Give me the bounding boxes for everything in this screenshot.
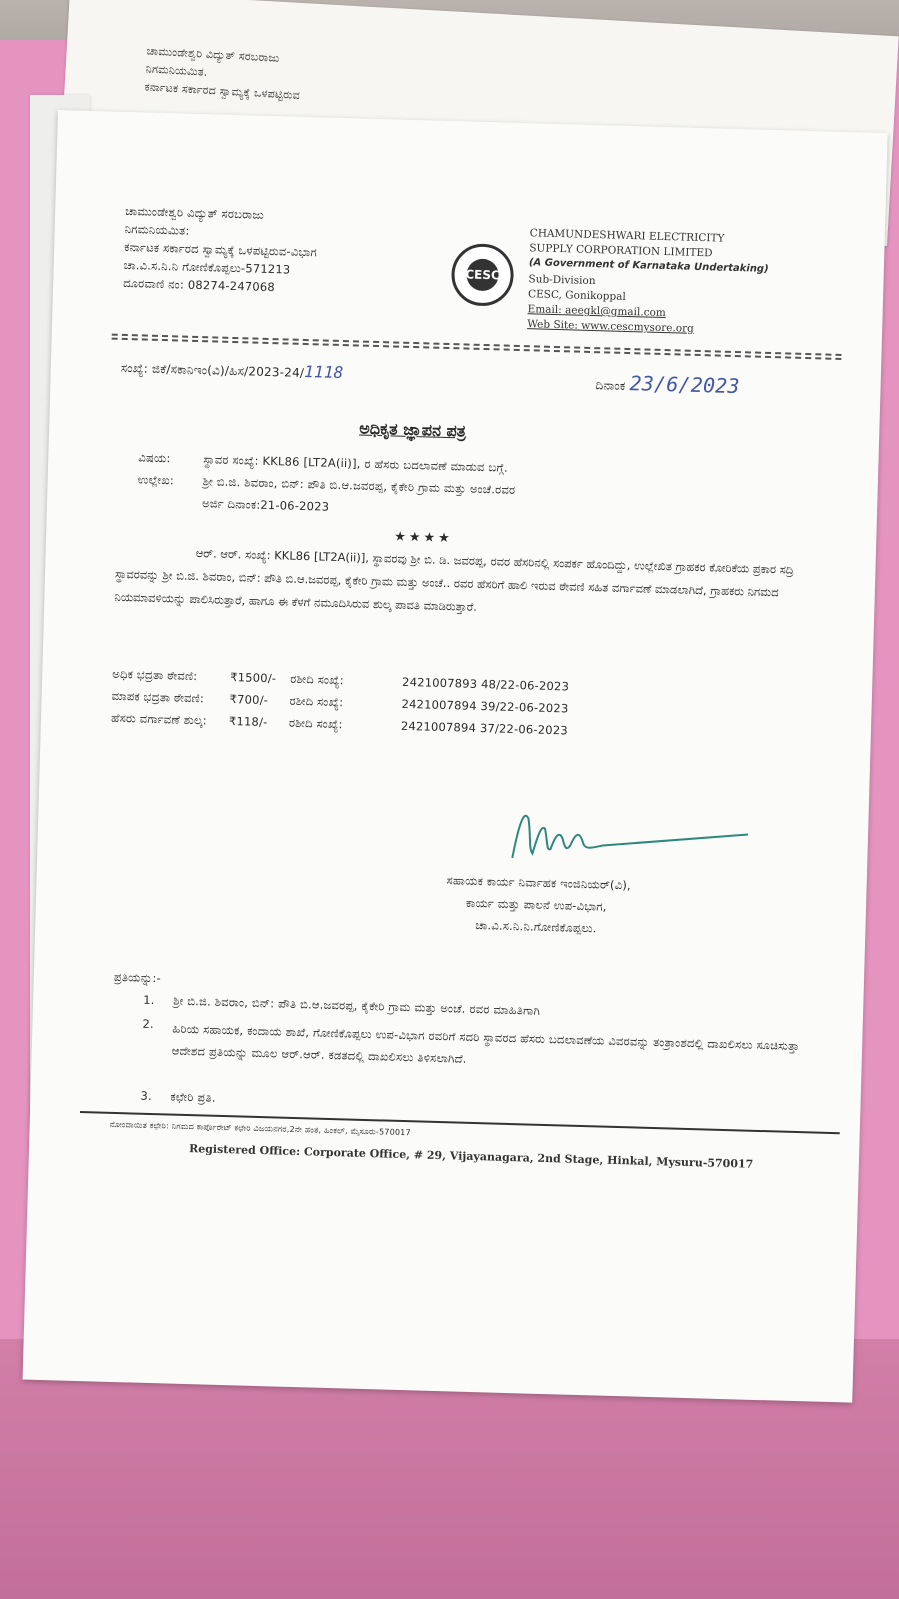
copy-number: 2.: [142, 1016, 155, 1032]
letterhead-website: Web Site: www.cescmysore.org: [527, 318, 695, 335]
signatory-designation: ಸಹಾಯಕ ಕಾರ್ಯ ನಿರ್ವಾಹಕ ಇಂಜಿನಿಯರ್(ವಿ),: [446, 873, 632, 893]
receipt-number: 2421007894 37/22-06-2023: [400, 718, 569, 738]
letterhead-en-line: CHAMUNDESHWARI ELECTRICITY: [529, 227, 725, 245]
letterhead-kn-line: ಕರ್ನಾಟಕ ಸರ್ಕಾರದ ಸ್ವಾಮ್ಯಕ್ಕೆ ಒಳಪಟ್ಟಿರುವ-ವಿಭಾಗ: [124, 239, 318, 260]
signature: [492, 787, 754, 884]
letterhead-en-line: SUPPLY CORPORATION LIMITED: [529, 242, 713, 260]
date-label: ದಿನಾಂಕ: [595, 378, 626, 393]
signatory-location: ಚಾ.ವಿ.ಸ.ನಿ.ನಿ.ಗೋಣಿಕೊಪ್ಪಲು.: [475, 917, 597, 936]
memo-title: ಅಧಿಕೃತ ಜ್ಞಾಪನ ಪತ್ರ: [358, 418, 467, 441]
receipt-label: ರಶೀದಿ ಸಂಖ್ಯೆ:: [290, 671, 345, 688]
cesc-logo-text: CESC: [466, 258, 499, 291]
letterhead-en-line: CESC, Gonikoppal: [527, 288, 626, 303]
reference-text: ಶ್ರೀ ಬಿ.ಜಿ. ಶಿವರಾಂ, ಬಿನ್: ಪೌತಿ ಬಿ.ಆ.ಜವರಪ್ಪ, ಕೈಕೇರಿ ಗ್ರಾಮ ಮತ್ತು ಅಂಚೆ.ರವರ: [202, 474, 516, 497]
fee-amount: ₹118/-: [228, 714, 268, 730]
footer-en: Registered Office: Corporate Office, # 29, Vijayanagara, 2nd Stage, Hinkal, Mysuru-570017: [188, 1142, 754, 1171]
fee-label: ಅಧಿಕ ಭದ್ರತಾ ಠೇವಣಿ:: [112, 666, 198, 684]
copy-number: 1.: [142, 992, 155, 1008]
subject-label: ವಿಷಯ:: [138, 450, 171, 466]
letterhead-divider: [112, 334, 842, 356]
receipt-label: ರಶೀದಿ ಸಂಖ್ಯೆ:: [289, 693, 344, 710]
back-sheet-line: ನಿಗಮನಿಯಮಿತ.: [145, 62, 208, 79]
letterhead-kn-line: ಚಾ.ವಿ.ಸ.ನಿ.ನಿ ಗೋಣಿಕೊಪ್ಪಲು-571213: [123, 257, 291, 277]
reference-number-text: ಸಂಖ್ಯೆ: ಜಿಕೆ/ಸಕಾನಿಇಂ(ವಿ)/ಹಿಸ/2023-24/: [120, 360, 305, 380]
signatory-office: ಕಾರ್ಯ ಮತ್ತು ಪಾಲನೆ ಉಪ-ವಿಭಾಗ,: [465, 895, 607, 914]
reference-label: ಉಲ್ಲೇಖ:: [137, 472, 175, 488]
fee-label: ಹೆಸರು ವರ್ಗಾವಣೆ ಶುಲ್ಕ:: [110, 710, 207, 728]
separator-stars: ★★★★: [393, 529, 454, 547]
receipt-label: ರಶೀದಿ ಸಂಖ್ಯೆ:: [288, 715, 343, 732]
reference-application-date: ಅರ್ಜಿ ದಿನಾಂಕ:21-06-2023: [201, 496, 330, 514]
receipt-number: 2421007893 48/22-06-2023: [401, 674, 570, 694]
memo-document: [23, 110, 888, 1403]
letterhead-email: Email: aeegkl@gmail.com: [527, 303, 667, 320]
letterhead-kn-line: ದೂರವಾಣಿ ನಂ: 08274-247068: [123, 275, 276, 295]
letterhead-en-line: Sub-Division: [528, 273, 596, 288]
fee-label: ಮಾಪಕ ಭದ್ರತಾ ಠೇವಣಿ:: [111, 688, 205, 706]
date-handwritten: 23/6/2023: [629, 371, 741, 399]
fee-amount: ₹1500/-: [230, 670, 277, 686]
receipt-number: 2421007894 39/22-06-2023: [401, 696, 569, 716]
back-sheet-line: ಕರ್ನಾಟಕ ಸರ್ಕಾರದ ಸ್ವಾಮ್ಯಕ್ಕೆ ಒಳಪಟ್ಟಿರುವ: [144, 80, 301, 102]
reference-number-handwritten: 1118: [303, 361, 344, 383]
copy-number: 3.: [140, 1088, 153, 1104]
letterhead-en-line: (A Government of Karnataka Undertaking): [528, 257, 769, 275]
fee-row: [111, 711, 568, 739]
memo-body: ಆರ್. ಆರ್. ಸಂಖ್ಯೆ: KKL86 [LT2A(ii)], ಸ್ಥಾವರವು ಶ್ರೀ ಬಿ. ಡಿ. ಜವರಪ್ಪ, ರವರ ಹೆಸರಿನಲ್ಲಿ ಸಂಪರ್ಕ ಹೊಂದಿದ್ದು, ಉಲ್ಲೇಖಿತ ಗ್ರಾಹಕರ ಕೋರಿಕೆಯ ಪ್ರಕಾರ ಸದ್ರಿ ಸ್ಥಾವರವನ್ನು ಶ್ರೀ ಬಿ.ಜಿ. ಶಿವರಾಂ, ಬಿನ್: ಪೌತಿ ಬಿ.ಆ.ಜವರಪ್ಪ, ಕೈಕೇರಿ ಗ್ರಾಮ ಮತ್ತು ಅಂಚೆ.. ರವರ ಹೆಸರಿಗೆ ಹಾಲಿ ಇರುವ ಠೇವಣಿ ಸಹಿತ ವರ್ಗಾವಣೆ ಮಾಡಲಾಗಿದೆ, ಗ್ರಾಹಕರು ನಿಗಮದ ನಿಯಮಾವಳಿಯನ್ನು ಪಾಲಿಸಿರುತ್ತಾರೆ, ಹಾಗೂ ಈ ಕೆಳಗೆ ನಮೂದಿಸಿರುವ ಶುಲ್ಕ ಪಾವತಿ ಮಾಡಿರುತ್ತಾರೆ.: [114, 546, 794, 614]
reference-number: [121, 357, 344, 382]
cesc-logo: [451, 243, 515, 307]
footer-kn: ನೋಂದಾಯಿತ ಕಛೇರಿ: ನಿಗಮದ ಕಾರ್ಪೊರೇಟ್ ಕಛೇರಿ ವಿಜಯನಗರ,2ನೇ ಹಂತ, ಹಿಂಕಲ್, ಮೈಸೂರು-570017: [109, 1119, 411, 1138]
back-sheet-line: ಚಾಮುಂಡೇಶ್ವರಿ ವಿದ್ಯುತ್ ಸರಬರಾಜು: [146, 44, 280, 65]
copy-item: ಕಛೇರಿ ಪ್ರತಿ.: [170, 1089, 216, 1105]
fee-amount: ₹700/-: [229, 692, 269, 708]
letterhead-divider: [112, 338, 842, 360]
copy-item: ಹಿರಿಯ ಸಹಾಯಕ, ಕಂದಾಯ ಶಾಖೆ, ಗೋಣಿಕೊಪ್ಪಲು ಉಪ-ವಿಭಾಗ ರವರಿಗೆ ಸದರಿ ಸ್ಥಾವರದ ಹೆಸರು ಬದಲಾವಣೆಯ ವಿವರವನ್ನು ತಂತ್ರಾಂಶದಲ್ಲಿ ದಾಖಲಿಸಲು ಸೂಚಿಸುತ್ತಾ ಆದೇಶದ ಪ್ರತಿಯನ್ನು ಮೂಲ ಆರ್.ಆರ್. ಕಡತದಲ್ಲಿ ದಾಖಲಿಸಲು ತಿಳಿಸಲಾಗಿದೆ.: [171, 1021, 800, 1066]
copies-heading: ಪ್ರತಿಯನ್ನು:-: [113, 969, 162, 986]
copy-item: ಶ್ರೀ ಬಿ.ಜಿ. ಶಿವರಾಂ, ಬಿನ್: ಪೌತಿ ಬಿ.ಆ.ಜವರಪ್ಪ, ಕೈಕೇರಿ ಗ್ರಾಮ ಮತ್ತು ಅಂಚೆ. ರವರ ಮಾಹಿತಿಗಾಗಿ: [172, 993, 541, 1018]
memo-date: [595, 370, 740, 398]
subject-text: ಸ್ಥಾವರ ಸಂಖ್ಯೆ: KKL86 [LT2A(ii)], ರ ಹೆಸರು ಬದಲಾವಣೆ ಮಾಡುವ ಬಗ್ಗೆ.: [203, 452, 509, 475]
letterhead-kn-line: ಚಾಮುಂಡೇಶ್ವರಿ ವಿದ್ಯುತ್ ಸರಬರಾಜು: [125, 203, 265, 222]
letterhead-kn-line: ನಿಗಮನಿಯಮಿತ:: [124, 221, 190, 238]
